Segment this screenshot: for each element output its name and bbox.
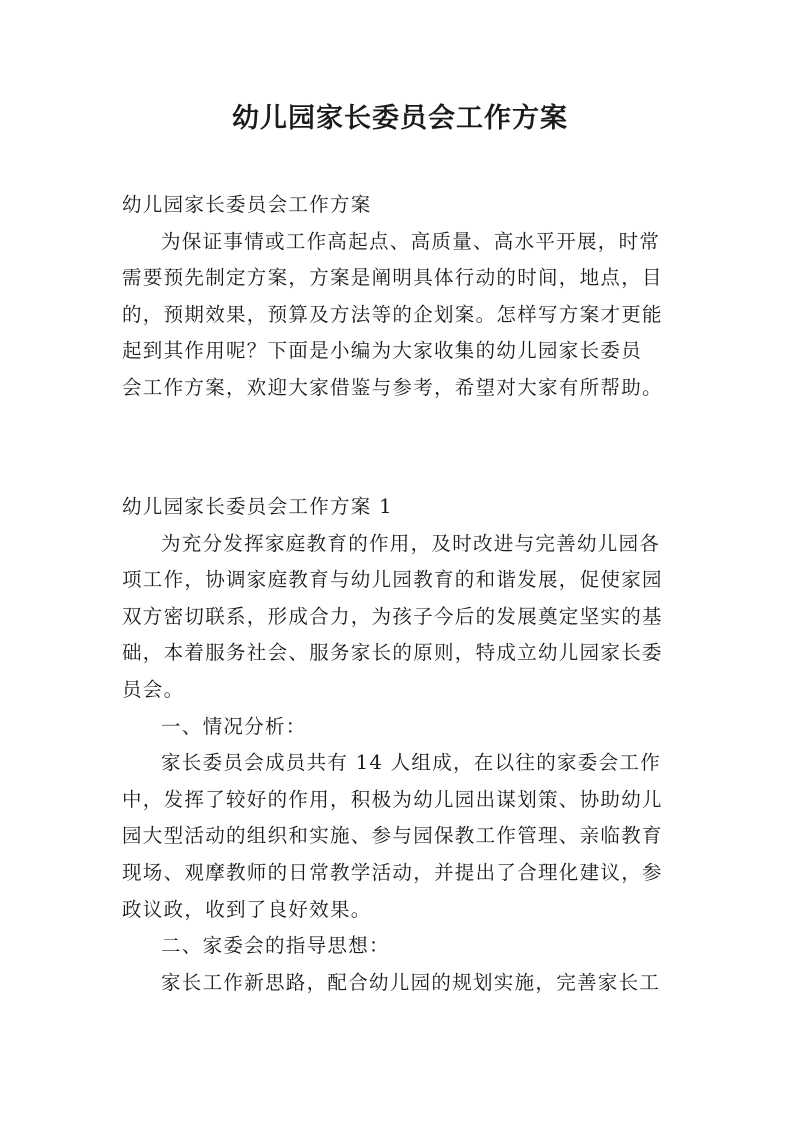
intro-line: 为保证事情或工作高起点、高质量、高水平开展，时常 — [161, 229, 661, 253]
section-1-heading: 幼儿园家长委员会工作方案 1 — [122, 495, 393, 518]
section-1-para-line: 础，本着服务社会、服务家长的原则，特成立幼儿园家长委 — [122, 641, 663, 665]
section-1-para-line: 为充分发挥家庭教育的作用，及时改进与完善幼儿园各 — [161, 531, 661, 555]
intro-line: 起到其作用呢？下面是小编为大家收集的幼儿园家长委员 — [122, 339, 643, 363]
section-1-para-line: 员会。 — [122, 677, 185, 701]
section-1-para-line: 双方密切联系，形成合力，为孩子今后的发展奠定坚实的基 — [122, 604, 663, 628]
intro-line: 的，预期效果，预算及方法等的企划案。怎样写方案才更能 — [122, 302, 663, 326]
intro-heading: 幼儿园家长委员会工作方案 — [122, 193, 372, 216]
subheading-guiding-ideology: 二、家委会的指导思想： — [161, 934, 390, 958]
situation-para-line: 政议政，收到了良好效果。 — [122, 897, 372, 921]
intro-block — [122, 187, 682, 407]
intro-line: 会工作方案，欢迎大家借鉴与参考，希望对大家有所帮助。 — [122, 375, 663, 399]
subheading-situation-analysis: 一、情况分析： — [161, 714, 307, 738]
situation-para-line: 中，发挥了较好的作用，积极为幼儿园出谋划策、协助幼儿 — [122, 787, 663, 811]
guiding-para-line: 家长工作新思路，配合幼儿园的规划实施，完善家长工 — [161, 970, 661, 994]
section-1-block — [122, 489, 682, 1001]
situation-para-line: 园大型活动的组织和实施、参与园保教工作管理、亲临教育 — [122, 824, 663, 848]
document-title: 幼儿园家长委员会工作方案 — [232, 103, 568, 134]
intro-line: 需要预先制定方案，方案是阐明具体行动的时间，地点，目 — [122, 266, 663, 290]
situation-para-line: 家长委员会成员共有 14 人组成，在以往的家委会工作 — [161, 751, 662, 775]
section-1-para-line: 项工作，协调家庭教育与幼儿园教育的和谐发展，促使家园 — [122, 568, 663, 592]
situation-para-line: 现场、观摩教师的日常教学活动，并提出了合理化建议，参 — [122, 860, 663, 884]
